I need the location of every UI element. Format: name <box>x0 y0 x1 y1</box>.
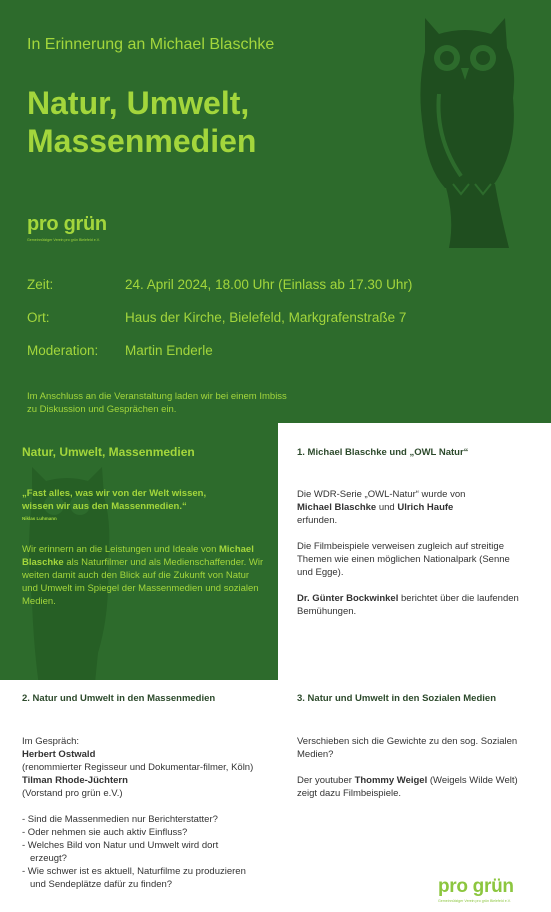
intro-panel <box>0 423 278 680</box>
footer-logo <box>438 877 514 903</box>
section2-title: 2. Natur und Umwelt in den Massenmedien <box>22 693 216 704</box>
section3-body: Verschieben sich die Gewichte zu den sog. Sozialen Medien? Der youtuber Thommy Weigel (Weigels Wilde Welt) zeigt dazu Filmbeispiele. <box>297 736 518 799</box>
section1-body: Die WDR-Serie „OWL-Natur“ wurde von Michael Blaschke und Ulrich Haufe erfunden. Die Filmbeispiele verweisen zugleich auf streitige Themen wie einen möglichen Nationalpark (Senne und Egge). Dr. Günter Bockwinkel berichtet über die laufenden Bemühungen. <box>297 489 519 617</box>
header-block <box>0 0 551 423</box>
list-item: - Sind die Massenmedien nur Berichterstatter? <box>22 814 218 825</box>
footer-logo-text: pro grün <box>438 876 514 897</box>
intro-quote: „Fast alles, was wir von der Welt wissen, wissen wir aus den Massenmedien.“ <box>22 488 207 512</box>
footer-logo-tagline: Gemeinnütziger Verein pro grün Bielefeld e.V. <box>438 899 511 903</box>
page-title: Natur, Umwelt, Massenmedien <box>27 85 257 159</box>
intro-title: Natur, Umwelt, Massenmedien <box>22 445 195 459</box>
section2-body: Im Gespräch: Herbert Ostwald (renommierter Regisseur und Dokumentar-filmer, Köln) Tilman Rhode-Jüchtern (Vorstand pro grün e.V.) - Sind die Massenmedien nur Berichterstatter? - Oder nehmen sie auch aktiv Einfluss? - Welches Bild von Natur und Umwelt wird dort erzeugt? - Wie schwer ist es aktuell, Naturfilme zu produzieren und Sendeplätze dafür zu finden? <box>22 735 257 891</box>
list-item: - Oder nehmen sie auch aktiv Einfluss? <box>22 827 188 838</box>
section3-title: 3. Natur und Umwelt in den Sozialen Medien <box>297 693 496 704</box>
list-item: - Wie schwer ist es aktuell, Naturfilme zu produzieren und Sendeplätze dafür zu finden? <box>22 866 246 890</box>
quote-author: Niklas Luhmann <box>22 516 57 521</box>
time-value: 24. April 2024, 18.00 Uhr (Einlass ab 17.30 Uhr) <box>125 277 413 292</box>
subtitle: In Erinnerung an Michael Blaschke <box>27 36 275 53</box>
place-label: Ort: <box>27 310 50 325</box>
logo-text: pro grün <box>27 213 107 235</box>
list-item: - Welches Bild von Natur und Umwelt wird dort erzeugt? <box>22 840 219 864</box>
place-value: Haus der Kirche, Bielefeld, Markgrafenstraße 7 <box>125 310 407 325</box>
moderation-label: Moderation: <box>27 343 99 358</box>
logo-tagline: Gemeinnütziger Verein pro grün Bielefeld e.V. <box>27 238 100 242</box>
owl-icon <box>405 8 525 253</box>
section1-title: 1. Michael Blaschke und „OWL Natur“ <box>297 447 469 458</box>
invitation-note: Im Anschluss an die Veranstaltung laden wir bei einem Imbiss zu Diskussion und Gesprächen ein. <box>27 391 287 415</box>
question-list <box>22 813 257 891</box>
logo <box>27 214 107 242</box>
time-label: Zeit: <box>27 277 54 292</box>
moderation-value: Martin Enderle <box>125 343 213 358</box>
intro-body: Wir erinnern an die Leistungen und Ideale von Michael Blaschke als Naturfilmer und als Medienschaffender. Wir weiten damit auch den Blick auf die Zukunft von Natur und Umwelt im Spiegel der Massenmedien und sozialen Medien. <box>22 544 264 607</box>
